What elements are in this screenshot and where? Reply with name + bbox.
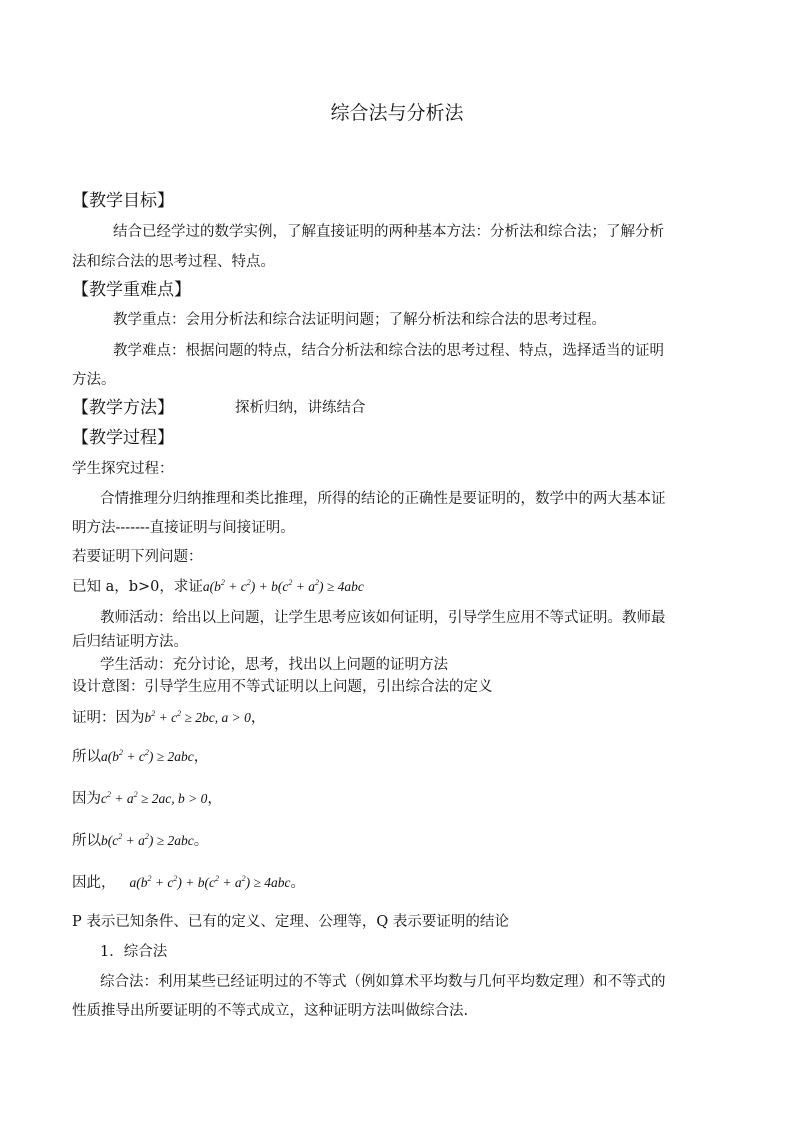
proof-3-formula: $c^2 + a^2 \ge 2ac$, b > 0 xyxy=(101,790,208,806)
proof-line-2: 所以$a(b^2 + c^2) \ge 2abc$， xyxy=(72,748,209,765)
explore-line: 学生探究过程： xyxy=(72,461,174,477)
proof-2-formula: $a(b^2 + c^2) \ge 2abc$ xyxy=(101,748,194,764)
proof-4-formula: $b(c^2 + a^2) \ge 2abc$ xyxy=(101,832,194,848)
pq-line: P 表示已知条件、已有的定义、定理、公理等，Q 表示要证明的结论 xyxy=(72,914,509,930)
key-difficulty-line-2: 方法。 xyxy=(72,372,116,388)
proof-2-prefix: 所以 xyxy=(72,749,101,765)
proof-1-prefix: 证明：因为 xyxy=(72,710,145,726)
teacher-line-2: 后归结证明方法。 xyxy=(72,634,188,650)
definition-line-1: 综合法：利用某些已经证明过的不等式（例如算术平均数与几何平均数定理）和不等式的 xyxy=(100,974,666,990)
item-1-heading: 1．综合法 xyxy=(100,944,168,960)
proof-4-prefix: 所以 xyxy=(72,833,101,849)
definition-line-2: 性质推导出所要证明的不等式成立，这种证明方法叫做综合法. xyxy=(72,1003,469,1019)
proof-line-5: 因此， $a(b^2 + c^2) + b(c^2 + a^2) \ge 4abc$。 xyxy=(72,874,305,891)
proof-5-formula: $a(b^2 + c^2) + b(c^2 + a^2) \ge 4abc$ xyxy=(129,874,291,890)
proof-3-prefix: 因为 xyxy=(72,791,101,807)
proof-line-3: 因为$c^2 + a^2 \ge 2ac$, b > 0， xyxy=(72,790,222,807)
section-heading-key: 【教学重难点】 xyxy=(72,280,191,300)
proof-line-1: 证明：因为$b^2 + c^2 \ge 2bc$, a > 0， xyxy=(72,709,266,726)
problem-intro-line: 若要证明下列问题： xyxy=(72,549,203,565)
design-line: 设计意图：引导学生应用不等式证明以上问题，引出综合法的定义 xyxy=(72,679,493,695)
inequality-formula: $a(b^2 + c^2) + b(c^2 + a^2) \ge 4abc$ xyxy=(202,578,364,594)
section-heading-process: 【教学过程】 xyxy=(72,428,174,448)
proof-line-4: 所以$b(c^2 + a^2) \ge 2abc$。 xyxy=(72,832,209,849)
intro-line-1: 合情推理分归纳推理和类比推理，所得的结论的正确性是要证明的，数学中的两大基本证 xyxy=(100,491,666,507)
key-focus-line: 教学重点：会用分析法和综合法证明问题；了解分析法和综合法的思考过程。 xyxy=(113,312,606,328)
teacher-line-1: 教师活动：给出以上问题，让学生思考应该如何证明，引导学生应用不等式证明。教师最 xyxy=(100,610,666,626)
intro-line-2: 明方法-------直接证明与间接证明。 xyxy=(72,520,295,536)
goal-line-2: 法和综合法的思考过程、特点。 xyxy=(72,254,275,270)
given-line xyxy=(72,577,364,597)
method-text: 探析归纳，讲练结合 xyxy=(235,400,366,416)
student-line: 学生活动：充分讨论，思考，找出以上问题的证明方法 xyxy=(100,657,448,673)
page-title: 综合法与分析法 xyxy=(330,102,464,124)
section-heading-goal: 【教学目标】 xyxy=(72,191,174,211)
goal-line-1: 结合已经学过的数学实例，了解直接证明的两种基本方法：分析法和综合法；了解分析 xyxy=(113,224,664,240)
key-difficulty-line-1: 教学难点：根据问题的特点，结合分析法和综合法的思考过程、特点，选择适当的证明 xyxy=(113,343,664,359)
proof-1-formula: $b^2 + c^2 \ge 2bc$, a > 0 xyxy=(144,709,251,725)
given-prefix: 已知 a，b>0，求证 xyxy=(72,579,203,595)
section-heading-method: 【教学方法】 xyxy=(72,398,174,418)
proof-5-prefix: 因此， xyxy=(72,875,116,891)
